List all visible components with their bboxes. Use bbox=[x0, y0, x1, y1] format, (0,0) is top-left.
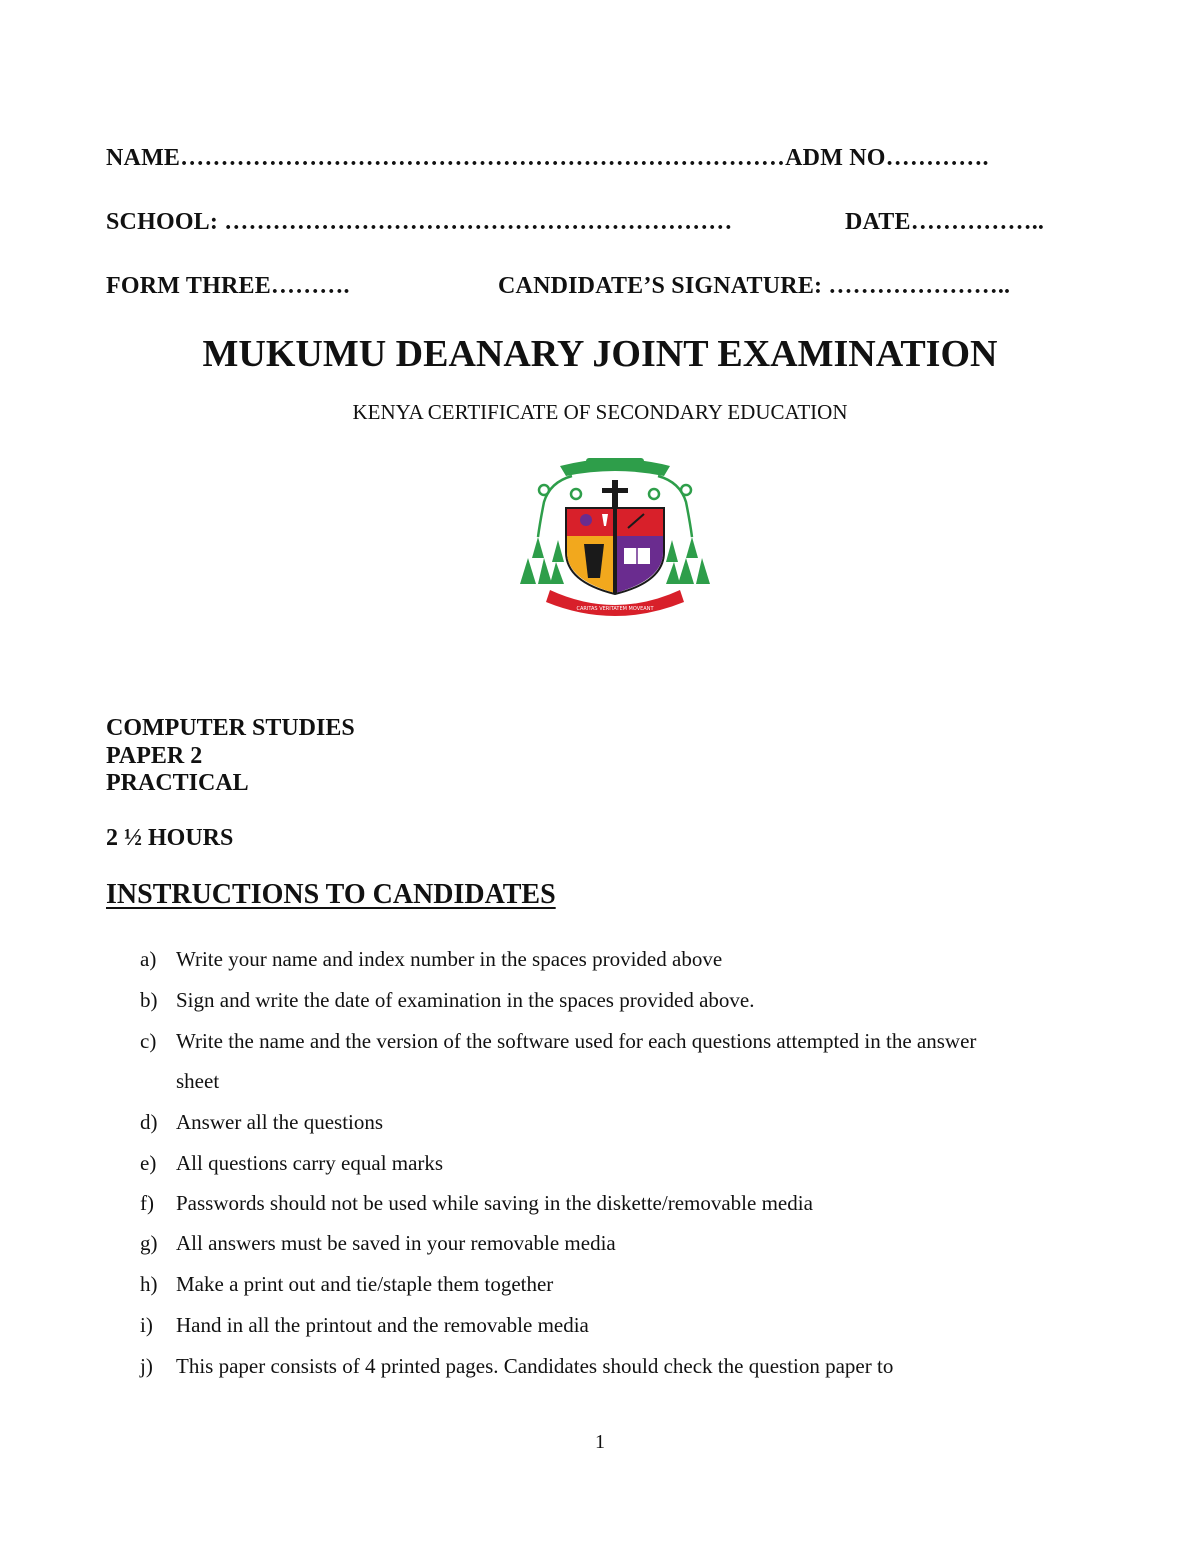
crest-logo bbox=[510, 452, 720, 622]
list-letter: c) bbox=[140, 1029, 157, 1053]
subject-name: COMPUTER STUDIES bbox=[106, 715, 355, 741]
list-item bbox=[140, 947, 722, 972]
crest-motto: CARITAS VERITATEM MOVEANT bbox=[576, 606, 654, 612]
paper-number: PAPER 2 bbox=[106, 743, 203, 769]
list-item bbox=[140, 1110, 383, 1135]
paper-type: PRACTICAL bbox=[106, 770, 249, 796]
list-item bbox=[140, 1272, 553, 1297]
list-letter: f) bbox=[140, 1191, 154, 1215]
list-text: sheet bbox=[176, 1069, 220, 1093]
name-adm-field: NAME…………………………………………………………………ADM NO…………. bbox=[106, 145, 989, 171]
exam-subtitle: KENYA CERTIFICATE OF SECONDARY EDUCATION bbox=[352, 400, 848, 424]
list-letter: e) bbox=[140, 1151, 157, 1175]
list-letter: b) bbox=[140, 988, 158, 1012]
list-text: All questions carry equal marks bbox=[176, 1151, 444, 1175]
list-text: Hand in all the printout and the removable media bbox=[176, 1313, 589, 1337]
list-letter: j) bbox=[140, 1354, 153, 1378]
list-letter: h) bbox=[140, 1272, 158, 1296]
list-text: Write the name and the version of the software used for each questions attempted in the answer bbox=[176, 1029, 977, 1053]
list-text: Sign and write the date of examination in the spaces provided above. bbox=[176, 988, 755, 1012]
list-text: Make a print out and tie/staple them together bbox=[176, 1272, 554, 1296]
list-item bbox=[140, 1191, 813, 1216]
list-letter: a) bbox=[140, 947, 157, 971]
list-letter: i) bbox=[140, 1313, 153, 1337]
list-letter: d) bbox=[140, 1110, 158, 1134]
form-field: FORM THREE………. bbox=[106, 273, 350, 299]
list-text: Answer all the questions bbox=[176, 1110, 384, 1134]
list-item bbox=[140, 1313, 589, 1338]
duration: 2 ½ HOURS bbox=[106, 825, 234, 851]
list-item bbox=[140, 1354, 893, 1379]
list-text: All answers must be saved in your removable media bbox=[176, 1231, 616, 1255]
list-item bbox=[140, 1151, 443, 1176]
instructions-heading: INSTRUCTIONS TO CANDIDATES bbox=[106, 879, 556, 910]
list-item bbox=[140, 988, 755, 1013]
page-number: 1 bbox=[595, 1431, 605, 1453]
list-text: Passwords should not be used while saving in the diskette/removable media bbox=[176, 1191, 813, 1215]
signature-field: CANDIDATE’S SIGNATURE: ………………….. bbox=[498, 273, 1011, 299]
list-letter: g) bbox=[140, 1231, 158, 1255]
list-item bbox=[140, 1029, 976, 1054]
exam-title: MUKUMU DEANARY JOINT EXAMINATION bbox=[202, 333, 998, 375]
school-field: SCHOOL: ……………………………………………………… bbox=[106, 209, 733, 235]
list-text: Write your name and index number in the spaces provided above bbox=[176, 947, 723, 971]
list-item bbox=[140, 1231, 616, 1256]
date-field: DATE…………….. bbox=[845, 209, 1045, 235]
list-item-continuation bbox=[140, 1069, 219, 1094]
list-text: This paper consists of 4 printed pages. Candidates should check the question paper to bbox=[176, 1354, 894, 1378]
